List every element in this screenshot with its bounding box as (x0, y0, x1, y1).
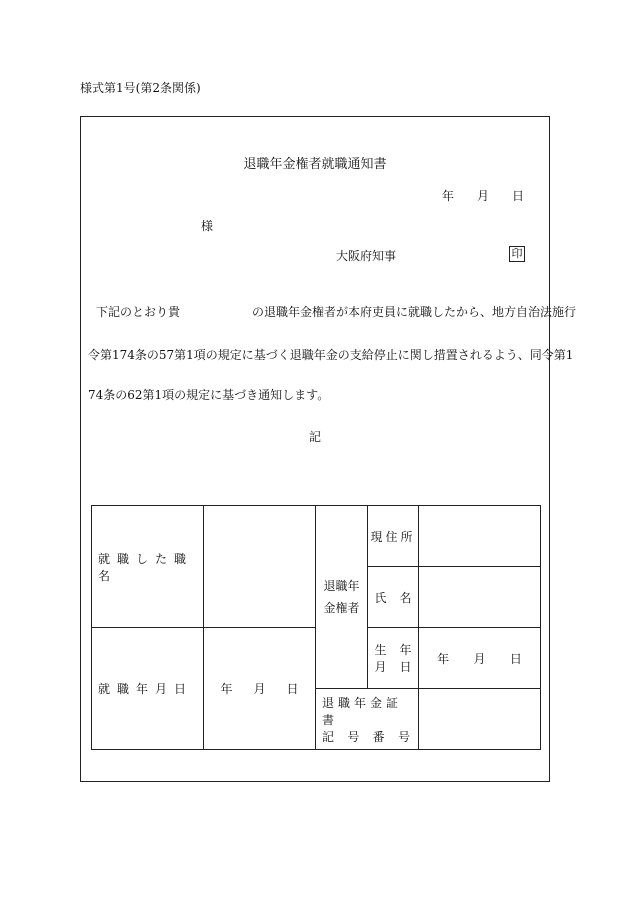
dob-label (368, 628, 419, 689)
employment-date-label: 就職年月日 (92, 628, 204, 750)
address-value[interactable] (419, 506, 541, 567)
dob-year-label: 年 (437, 651, 450, 666)
job-title-value[interactable] (204, 506, 316, 628)
form-reference: 様式第1号(第2条関係) (80, 81, 201, 95)
name-label-second: 名 (399, 590, 412, 605)
certificate-label-d: 号 (397, 729, 410, 744)
dob-month-label: 月 (473, 651, 486, 666)
body-line-3: 74条の62第1項の規定に基づき通知します。 (88, 388, 330, 402)
dob-label-bl: 月 (374, 660, 387, 674)
employment-year-label: 年 (220, 682, 233, 696)
body-line-1: 下記のとおり貴 の退職年金権者が本府吏員に就職したから、地方自治法施行 (96, 305, 577, 319)
body-line-2: 令第174条の57第1項の規定に基づく退職年金の支給停止に関し措置されるよう、同令第1 (88, 348, 574, 362)
date-day-label: 日 (512, 189, 525, 203)
dob-day-label: 日 (509, 651, 522, 666)
details-table (91, 505, 541, 750)
certificate-label-b: 号 (347, 729, 360, 744)
pensioner-label (316, 506, 368, 689)
addressee-suffix: 様 (201, 219, 214, 233)
ki-heading: 記 (308, 430, 321, 444)
employment-day-label: 日 (286, 682, 299, 696)
pensioner-label-line-1: 退職年 (323, 579, 360, 593)
dob-label-tl: 生 (374, 643, 387, 657)
dob-label-br: 日 (399, 660, 412, 674)
certificate-label-a: 記 (322, 729, 335, 744)
certificate-value[interactable] (419, 689, 541, 750)
certificate-label-c: 番 (372, 729, 385, 744)
address-label: 現住所 (368, 506, 419, 567)
date-year-label: 年 (442, 189, 455, 203)
certificate-label (316, 689, 419, 750)
name-label (368, 567, 419, 628)
pensioner-label-line-2: 金権者 (323, 601, 360, 615)
employment-date-value[interactable] (204, 628, 316, 750)
name-label-first: 氏 (374, 590, 387, 605)
name-value[interactable] (419, 567, 541, 628)
dob-value[interactable] (419, 628, 541, 689)
job-title-label: 就職した職名 (92, 506, 204, 628)
date-month-label: 月 (477, 189, 490, 203)
certificate-label-line-1: 退職年金証書 (322, 695, 403, 727)
dob-label-tr: 年 (399, 643, 412, 657)
seal-mark: 印 (509, 246, 525, 262)
employment-month-label: 月 (253, 682, 266, 696)
document-title: 退職年金権者就職通知書 (243, 157, 387, 172)
issuer-name: 大阪府知事 (336, 249, 397, 263)
